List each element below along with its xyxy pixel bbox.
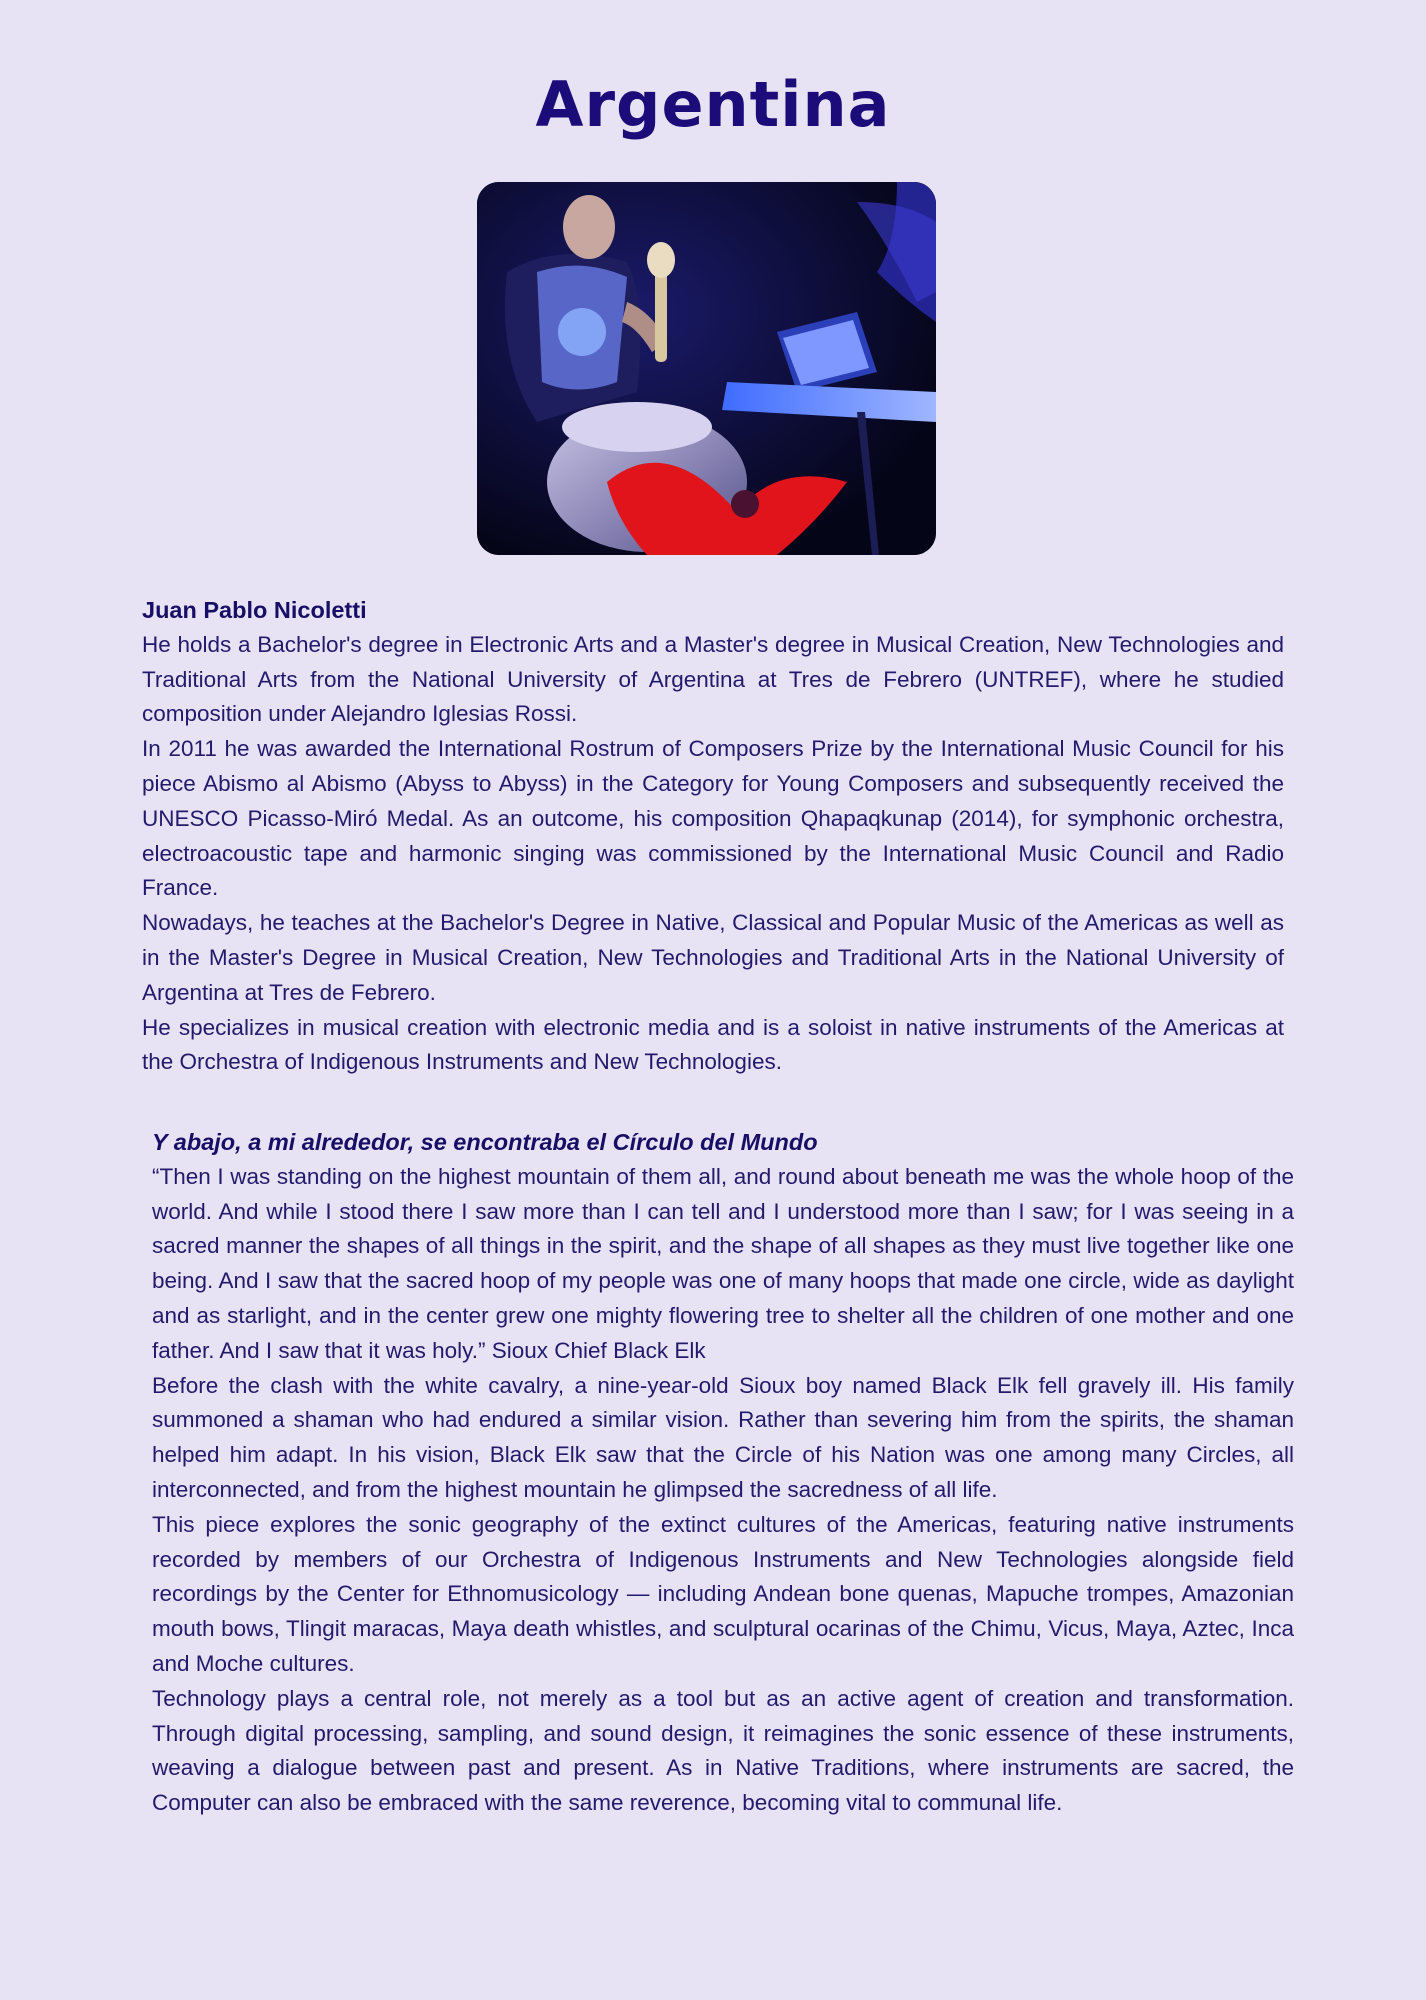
note-paragraph: This piece explores the sonic geography of the extinct cultures of the Americas, featuring native instruments recorded by members of our Orchestra of Indigenous Instruments and New Technologies alongside field recordings by the Center for Ethnomusicology — including Andean bone quenas, Mapuche trompes, Amazonian mouth bows, Tlingit maracas, Maya death whistles, and sculptural ocarinas of the Chimu, Vicus, Maya, Aztec, Inca and Moche cultures. [152,1511,1294,1676]
note-paragraph: Before the clash with the white cavalry, a nine-year-old Sioux boy named Black Elk fell gravely ill. His family summoned a shaman who had endured a similar vision. Rather than severing him from the spirits, the shaman helped him adapt. In his vision, Black Elk saw that the Circle of his Nation was one among many Circles, all interconnected, and from the highest mountain he glimpsed the sacredness of all life. [152,1372,1294,1502]
bio-paragraph: He specializes in musical creation with electronic media and is a soloist in native instruments of the Americas at the Orchestra of Indigenous Instruments and New Technologies. [142,1014,1284,1075]
performer-photo [477,182,936,555]
page-title: Argentina [535,68,891,141]
bio-section [142,593,1284,1080]
note-paragraph: Technology plays a central role, not merely as a tool but as an active agent of creation and transformation. Through digital processing, sampling, and sound design, it reimagines the sonic essence of these instruments, weaving a dialogue between past and present. As in Native Traditions, where instruments are sacred, the Computer can also be embraced with the same reverence, becoming vital to communal life. [152,1685,1294,1816]
note-paragraph: “Then I was standing on the highest mountain of them all, and round about beneath me was the whole hoop of the world. And while I stood there I saw more than I can tell and I understood more than I saw; for I was seeing in a sacred manner the shapes of all things in the spirit, and the shape of all shapes as they must live together like one being. And I saw that the sacred hoop of my people was one of many hoops that made one circle, wide as daylight and as starlight, and in the center grew one mighty flowering tree to shelter all the children of one mother and one father. And I saw that it was holy.” Sioux Chief Black Elk [152,1163,1294,1363]
bio-paragraph: Nowadays, he teaches at the Bachelor's Degree in Native, Classical and Popular Music of the Americas as well as in the Master's Degree in Musical Creation, New Technologies and Traditional Arts in the National University of Argentina at Tres de Febrero. [142,910,1284,1005]
bio-paragraph: He holds a Bachelor's degree in Electronic Arts and a Master's degree in Musical Creation, New Technologies and Traditional Arts from the National University of Argentina at Tres de Febrero (UNTREF), where he studied composition under Alejandro Iglesias Rossi. [142,631,1284,727]
bio-paragraph: In 2011 he was awarded the International Rostrum of Composers Prize by the International Music Council for his piece Abismo al Abismo (Abyss to Abyss) in the Category for Young Composers and subsequently received the UNESCO Picasso-Miró Medal. As an outcome, his composition Qhapaqkunap (2014), for symphonic orchestra, electroacoustic tape and harmonic singing was commissioned by the International Music Council and Radio France. [142,736,1284,901]
piece-title: Y abajo, a mi alrededor, se encontraba el Círculo del Mundo [152,1129,818,1155]
performer-photo-icon [477,182,936,555]
program-note-section [152,1125,1294,1821]
composer-name: Juan Pablo Nicoletti [142,597,367,623]
